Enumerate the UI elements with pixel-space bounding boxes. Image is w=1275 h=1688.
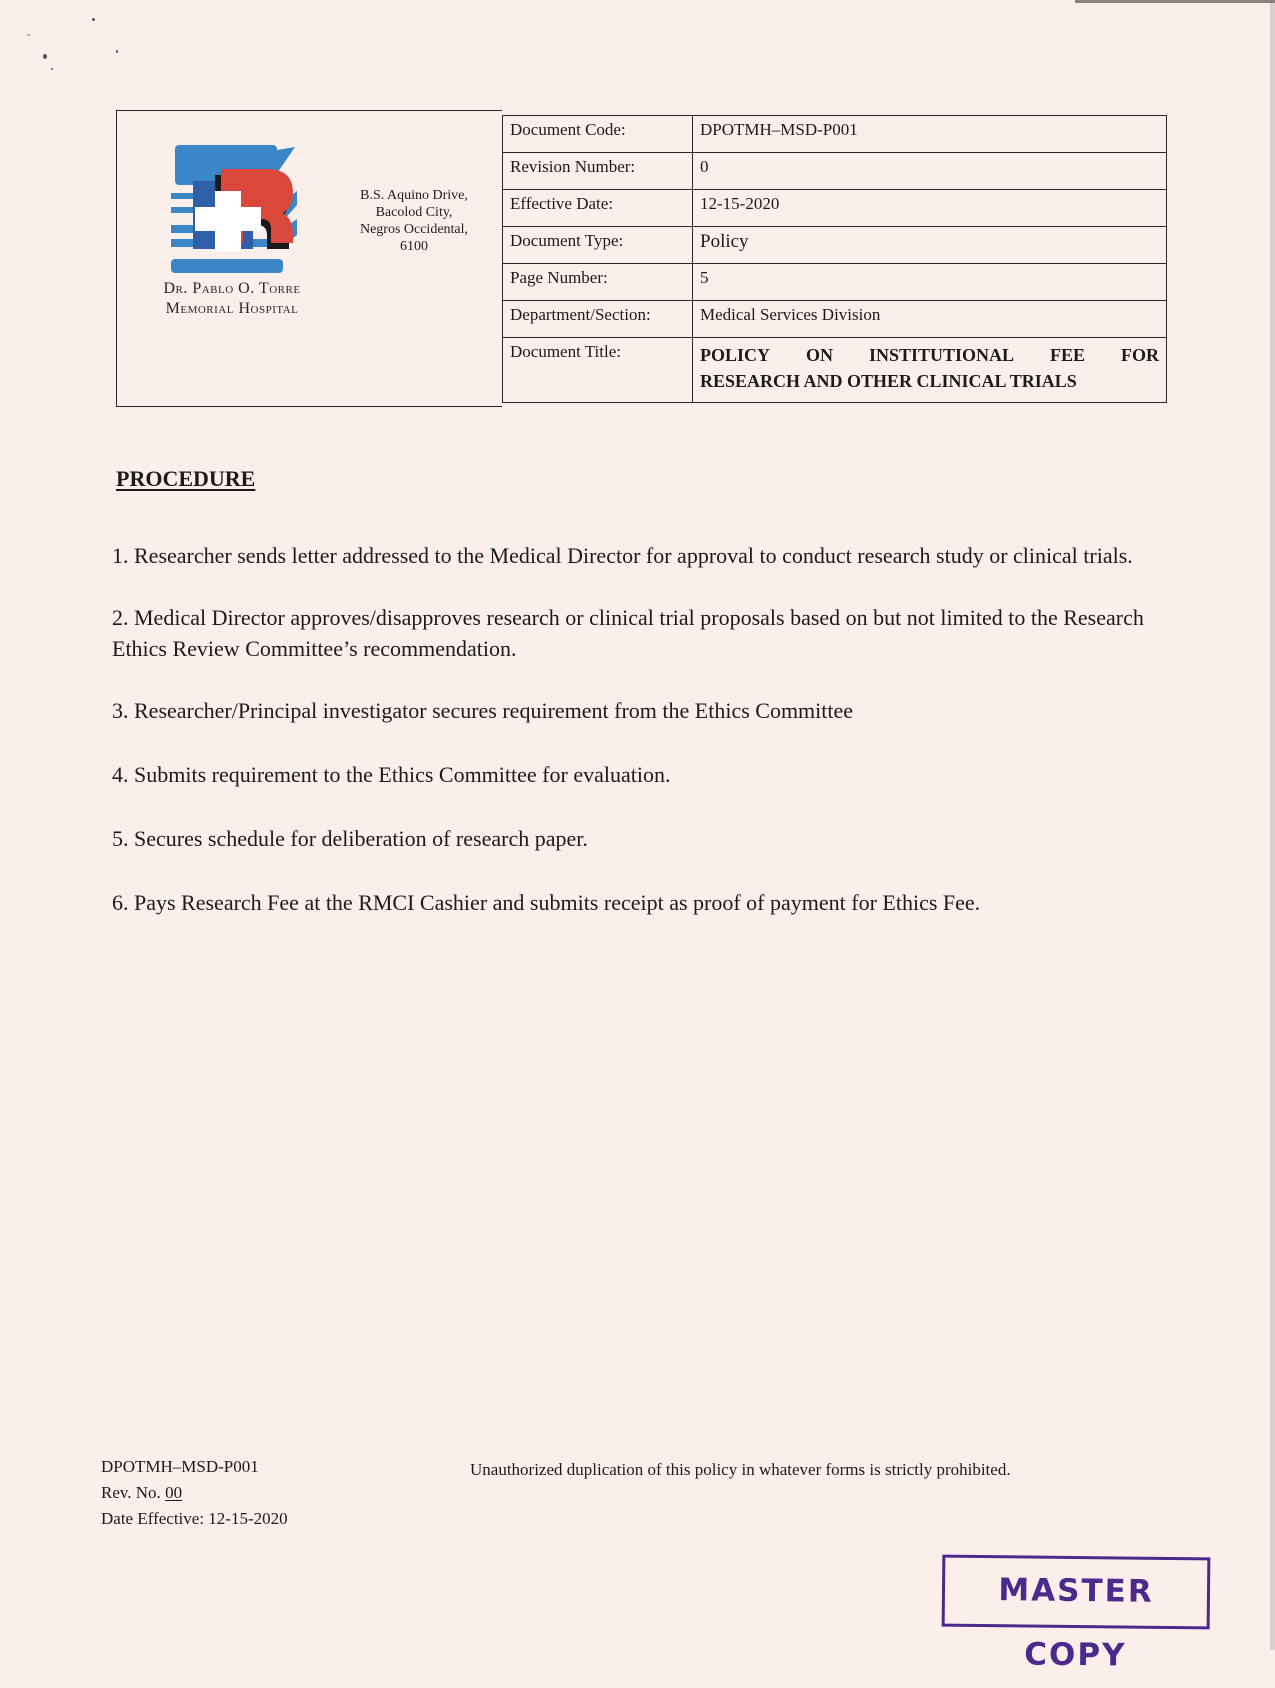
duplication-notice: Unauthorized duplication of this policy in whatever forms is strictly prohibited. (470, 1460, 1011, 1479)
document-title-line2: RESEARCH AND OTHER CLINICAL TRIALS (700, 371, 1077, 391)
footer-doc-code: DPOTMH–MSD-P001 (101, 1457, 259, 1476)
document-title (693, 338, 1167, 403)
hospital-name-line2: Memorial Hospital (165, 300, 299, 317)
speck (51, 68, 53, 70)
meta-label: Revision Number: (503, 153, 693, 190)
meta-row-page-number (503, 264, 1167, 301)
meta-label: Document Code: (503, 116, 693, 153)
page-edge-top (1075, 0, 1275, 3)
scan-specks (20, 10, 140, 80)
procedure-step-5: 5. Secures schedule for deliberation of research paper. (112, 826, 588, 851)
footer-rev-value: 00 (165, 1483, 183, 1502)
header-logo-cell (116, 110, 502, 407)
footer-date-label: Date Effective: (101, 1509, 205, 1528)
meta-row-department (503, 301, 1167, 338)
meta-row-effective-date (503, 190, 1167, 227)
footer-date-value: 12-15-2020 (208, 1509, 288, 1528)
title-word: INSTITUTIONAL (868, 345, 1014, 365)
procedure-step-6: 6. Pays Research Fee at the RMCI Cashier and submits receipt as proof of payment for Ethics Fee. (112, 890, 981, 915)
address-line: Bacolod City, (375, 205, 453, 220)
procedure-step-3: 3. Researcher/Principal investigator secures requirement from the Ethics Committee (112, 698, 854, 723)
meta-row-document-type (503, 227, 1167, 264)
procedure-step-4: 4. Submits requirement to the Ethics Committee for evaluation. (112, 762, 671, 787)
speck (92, 18, 95, 21)
meta-row-revision-number (503, 153, 1167, 190)
meta-value: 0 (693, 153, 1167, 190)
meta-label: Page Number: (503, 264, 693, 301)
hospital-name-line1: Dr. Pablo O. Torre (163, 280, 301, 297)
footer-document-info (101, 1454, 288, 1532)
footer-date (101, 1506, 288, 1532)
master-copy-stamp: MASTER COPY (942, 1555, 1211, 1630)
procedure-step-2: 2. Medical Director approves/disapproves research or clinical trial proposals based on but not limited to the Research Ethics Review Committee’s recommendation. (112, 605, 1144, 661)
speck (43, 54, 47, 59)
title-word: POLICY (700, 345, 771, 365)
title-word: ON (805, 345, 833, 365)
footer-rev-label: Rev. No. (101, 1483, 161, 1502)
meta-label: Document Type: (503, 227, 693, 264)
meta-value: Policy (693, 227, 1167, 264)
meta-label: Effective Date: (503, 190, 693, 227)
meta-row-document-title (503, 338, 1167, 403)
footer-revision (101, 1480, 288, 1506)
meta-value: DPOTMH–MSD-P001 (693, 116, 1167, 153)
document-title-line1 (700, 342, 1159, 368)
meta-value: Medical Services Division (693, 301, 1167, 338)
address-line: Negros Occidental, (359, 222, 469, 237)
document-metadata-table (502, 115, 1167, 403)
address-line: 6100 (400, 239, 428, 254)
meta-value: 12-15-2020 (693, 190, 1167, 227)
title-word: FOR (1120, 345, 1159, 365)
speck (27, 34, 30, 36)
meta-value: 5 (693, 264, 1167, 301)
meta-label: Document Title: (503, 338, 693, 403)
meta-label: Department/Section: (503, 301, 693, 338)
address-line: B.S. Aquino Drive, (360, 188, 468, 203)
hospital-name (137, 279, 327, 319)
title-word: FEE (1049, 345, 1085, 365)
procedure-steps (112, 540, 1152, 949)
hospital-logo-icon (171, 145, 301, 275)
page-edge (1270, 0, 1275, 1650)
meta-row-document-code (503, 116, 1167, 153)
procedure-step-1: 1. Researcher sends letter addressed to the Medical Director for approval to conduct research study or clinical trials. (112, 543, 1133, 568)
procedure-heading: PROCEDURE (116, 466, 256, 491)
hospital-address (339, 187, 489, 255)
speck (116, 50, 118, 53)
